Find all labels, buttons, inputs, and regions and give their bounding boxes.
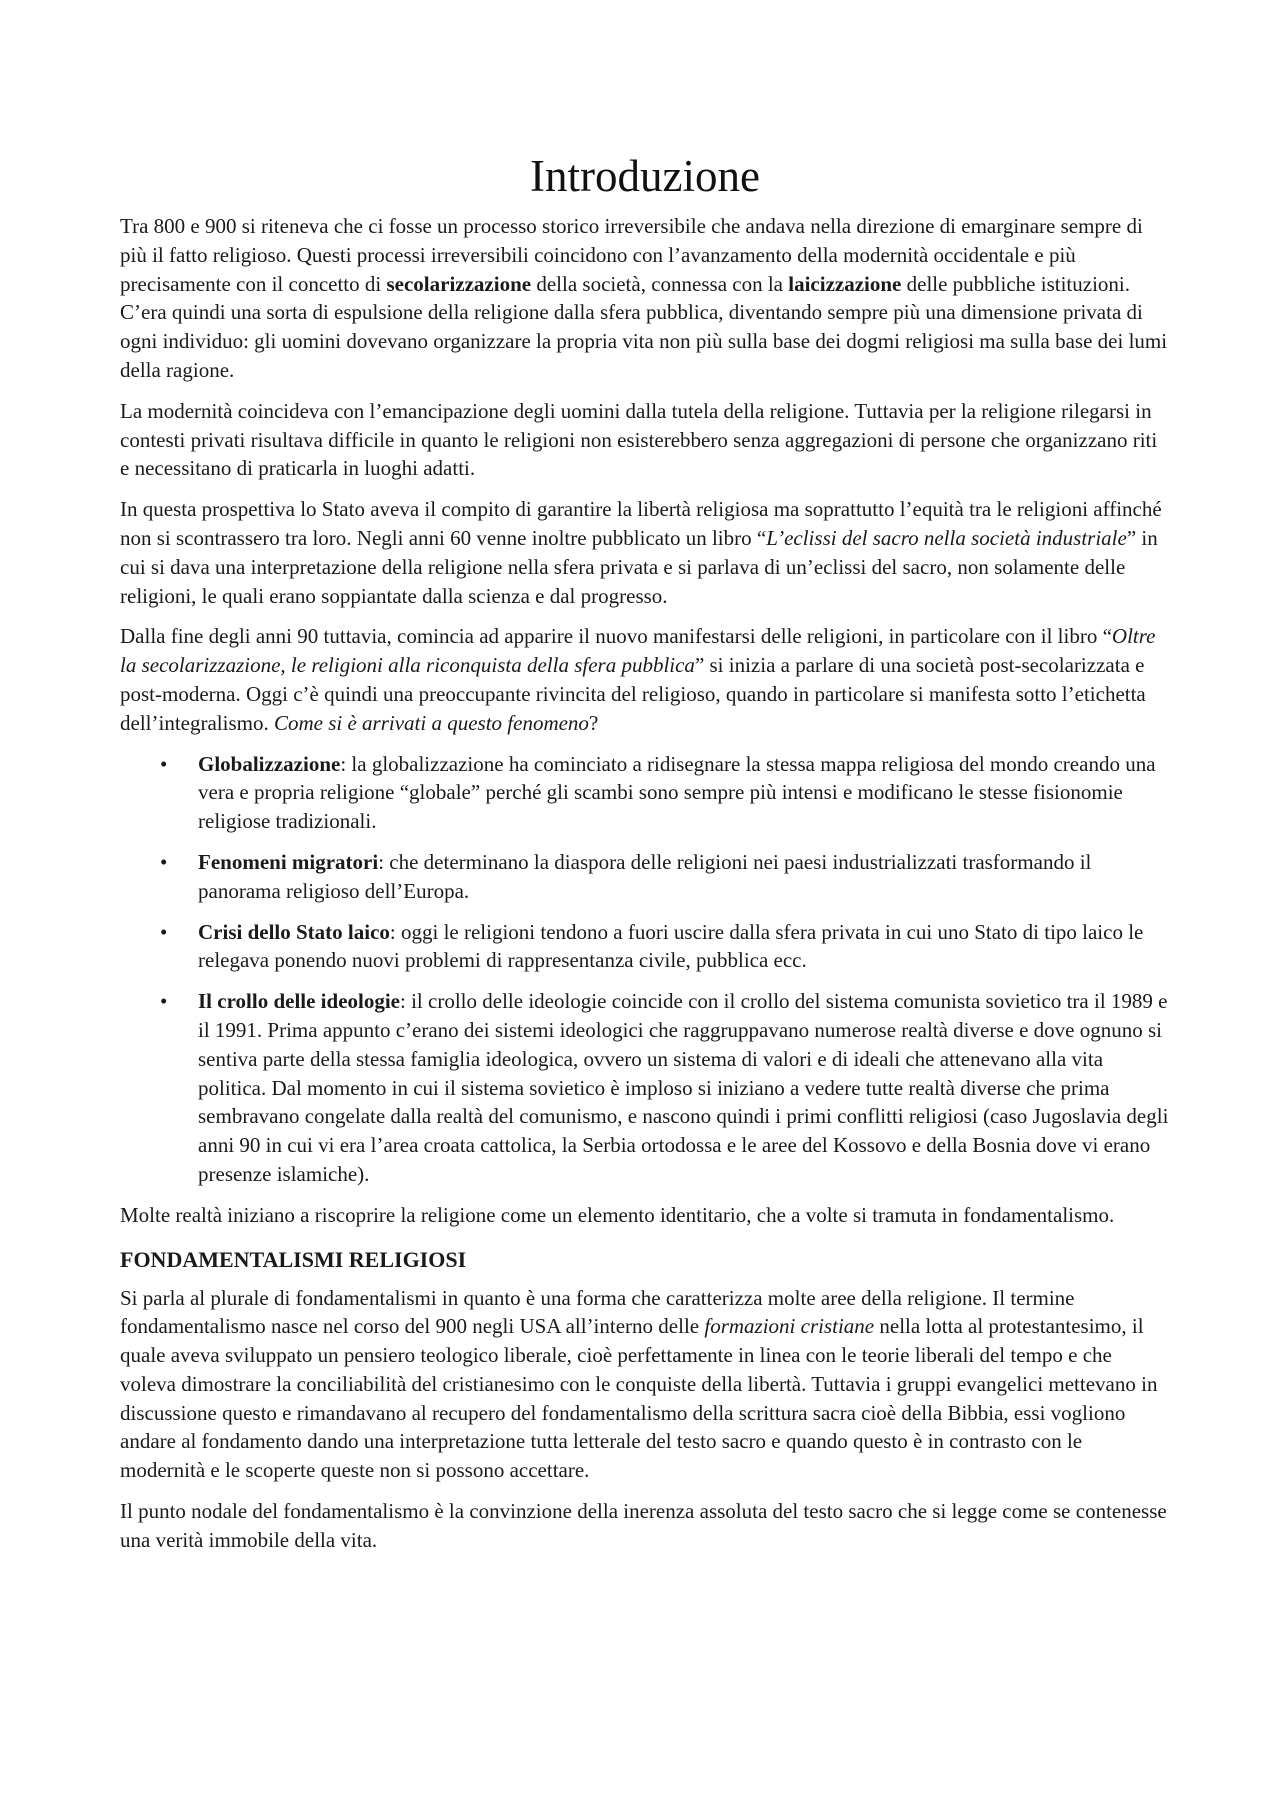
bullet-icon: • xyxy=(160,919,168,944)
page-title: Introduzione xyxy=(530,151,760,201)
book-title: Oltre la secolarizzazione, le religioni alla riconquista della sfera pubblica xyxy=(120,624,1156,678)
bold-term-laicizzazione: laicizzazione xyxy=(788,271,902,296)
list-item xyxy=(120,750,1170,836)
list-item-text: : che determinano la diaspora delle religioni nei paesi industrializzati trasformando il panorama religioso dell’Europa. xyxy=(198,849,1092,903)
list-item-text: : il crollo delle ideologie coincide con il crollo del sistema comunista sovietico tra il 1989 e il 1991. Prima appunto c’erano dei sistemi ideologici che raggruppavano numerose realtà diverse e dove ognuno si sentiva parte della stessa famiglia ideologica, ovvero un sistema di valori e di ideali che attenevano alla vita politica. Dal momento in cui il sistema sovietico è imploso si iniziano a vedere tutte realtà diverse che prima sembravano congelate dalla realtà del comunismo, e nascono quindi i primi conflitti religiosi (caso Jugoslavia degli anni 90 in cui vi era l’area croata cattolica, la Serbia ortodossa e le aree del Kossovo e della Bosnia dove vi erano presenze islamiche). xyxy=(198,989,1169,1186)
paragraph-3 xyxy=(120,495,1170,610)
document-page xyxy=(120,150,1170,1567)
text: ” in cui si dava una interpretazione della religione nella sfera privata e si parlava di un’eclissi del sacro, non solamente delle religioni, le quali erano soppiantate dalla scienza e dal progresso. xyxy=(120,525,1158,608)
text: In questa prospettiva lo Stato aveva il compito di garantire la libertà religiosa ma soprattutto l’equità tra le religioni affinché non si scontrassero tra loro. Negli anni 60 venne inoltre pubblicato un libro “ xyxy=(120,497,1162,550)
list-item xyxy=(120,918,1170,976)
list-item-term: Crisi dello Stato laico xyxy=(198,919,390,944)
text: Tra 800 e 900 si riteneva che ci fosse un processo storico irreversibile che andava nella direzione di emarginare sempre di più il fatto religioso. Questi processi irreversibili coincidono con l’avanzamento della modernità occidentale e più precisamente con il concetto di xyxy=(120,214,1143,296)
text: della società, connessa con la xyxy=(531,271,789,296)
text: Dalla fine degli anni 90 tuttavia, comincia ad apparire il nuovo manifestarsi delle religioni, in particolare con il libro “ xyxy=(120,624,1112,649)
list-item-text: : oggi le religioni tendono a fuori uscire dalla sfera privata in cui uno Stato di tipo laico le relegava ponendo nuovi problemi di rappresentanza civile, pubblica ecc. xyxy=(198,919,1144,973)
list-item-term: Fenomeni migratori xyxy=(198,849,379,874)
italic-term: formazioni cristiane xyxy=(704,1314,875,1339)
bullet-icon: • xyxy=(160,849,168,874)
bold-term-secolarizzazione: secolarizzazione xyxy=(386,271,532,296)
list-item-term: Globalizzazione xyxy=(198,751,341,776)
text: delle pubbliche istituzioni. C’era quindi una sorta di espulsione della religione dalla sfera pubblica, diventando sempre più una dimensione privata di ogni individuo: gli uomini dovevano organizzare la propria vita non più sulla base dei dogmi religiosi ma sulla base dei lumi della ragione. xyxy=(120,271,1168,382)
paragraph-4 xyxy=(120,622,1170,737)
bullet-icon: • xyxy=(160,989,168,1014)
paragraph-7: Il punto nodale del fondamentalismo è la convinzione della inerenza assoluta del testo sacro che si legge come se contenesse una verità immobile della vita. xyxy=(120,1499,1167,1552)
section-heading: FONDAMENTALISMI RELIGIOSI xyxy=(120,1246,467,1272)
book-title: L’eclissi del sacro nella società industriale xyxy=(766,525,1127,550)
paragraph-1 xyxy=(120,212,1170,385)
bullet-icon: • xyxy=(160,751,168,776)
paragraph-6 xyxy=(120,1284,1170,1486)
list-item xyxy=(120,848,1170,906)
text: Si parla al plurale di fondamentalismi in quanto è una forma che caratterizza molte aree della religione. Il termine fondamentalismo nasce nel corso del 900 negli USA all’interno delle xyxy=(120,1285,1075,1339)
italic-question: Come si è arrivati a questo fenomeno xyxy=(273,710,589,735)
list-item-term: Il crollo delle ideologie xyxy=(198,989,401,1014)
list-item-text: : la globalizzazione ha cominciato a ridisegnare la stessa mappa religiosa del mondo creando una vera e propria religione “globale” perché gli scambi sono sempre più intensi e modificano le stesse fisionomie religiose tradizionali. xyxy=(198,751,1156,834)
text: ” si inizia a parlare di una società post-secolarizzata e post-moderna. Oggi c’è quindi una preoccupante rivincita del religioso, quando in particolare si manifesta sotto l’etichetta dell’integralismo. xyxy=(120,653,1146,735)
list-item xyxy=(120,987,1170,1189)
paragraph-2: La modernità coincideva con l’emancipazione degli uomini dalla tutela della religione. Tuttavia per la religione rilegarsi in contesti privati risultava difficile in quanto le religioni non esisterebbero senza aggregazioni di persone che organizzano riti e necessitano di praticarla in luoghi adatti. xyxy=(120,398,1158,481)
paragraph-5: Molte realtà iniziano a riscoprire la religione come un elemento identitario, che a volte si tramuta in fondamentalismo. xyxy=(120,1202,1115,1227)
text: nella lotta al protestantesimo, il quale aveva sviluppato un pensiero teologico liberale, cioè perfettamente in linea con le teorie liberali del tempo e che voleva dimostrare la conciliabilità del cristianesimo con le conquiste della libertà. Tuttavia i gruppi evangelici mettevano in discussione questo e rimandavano al recupero del fondamentalismo della scrittura sacra cioè della Bibbia, essi vogliono andare al fondamento dando una interpretazione tutta letterale del testo sacro e quando questo è in contrasto con le modernità e le scoperte queste non si possono accettare. xyxy=(120,1314,1158,1483)
text: ? xyxy=(588,710,599,735)
bullet-list xyxy=(120,750,1170,1189)
